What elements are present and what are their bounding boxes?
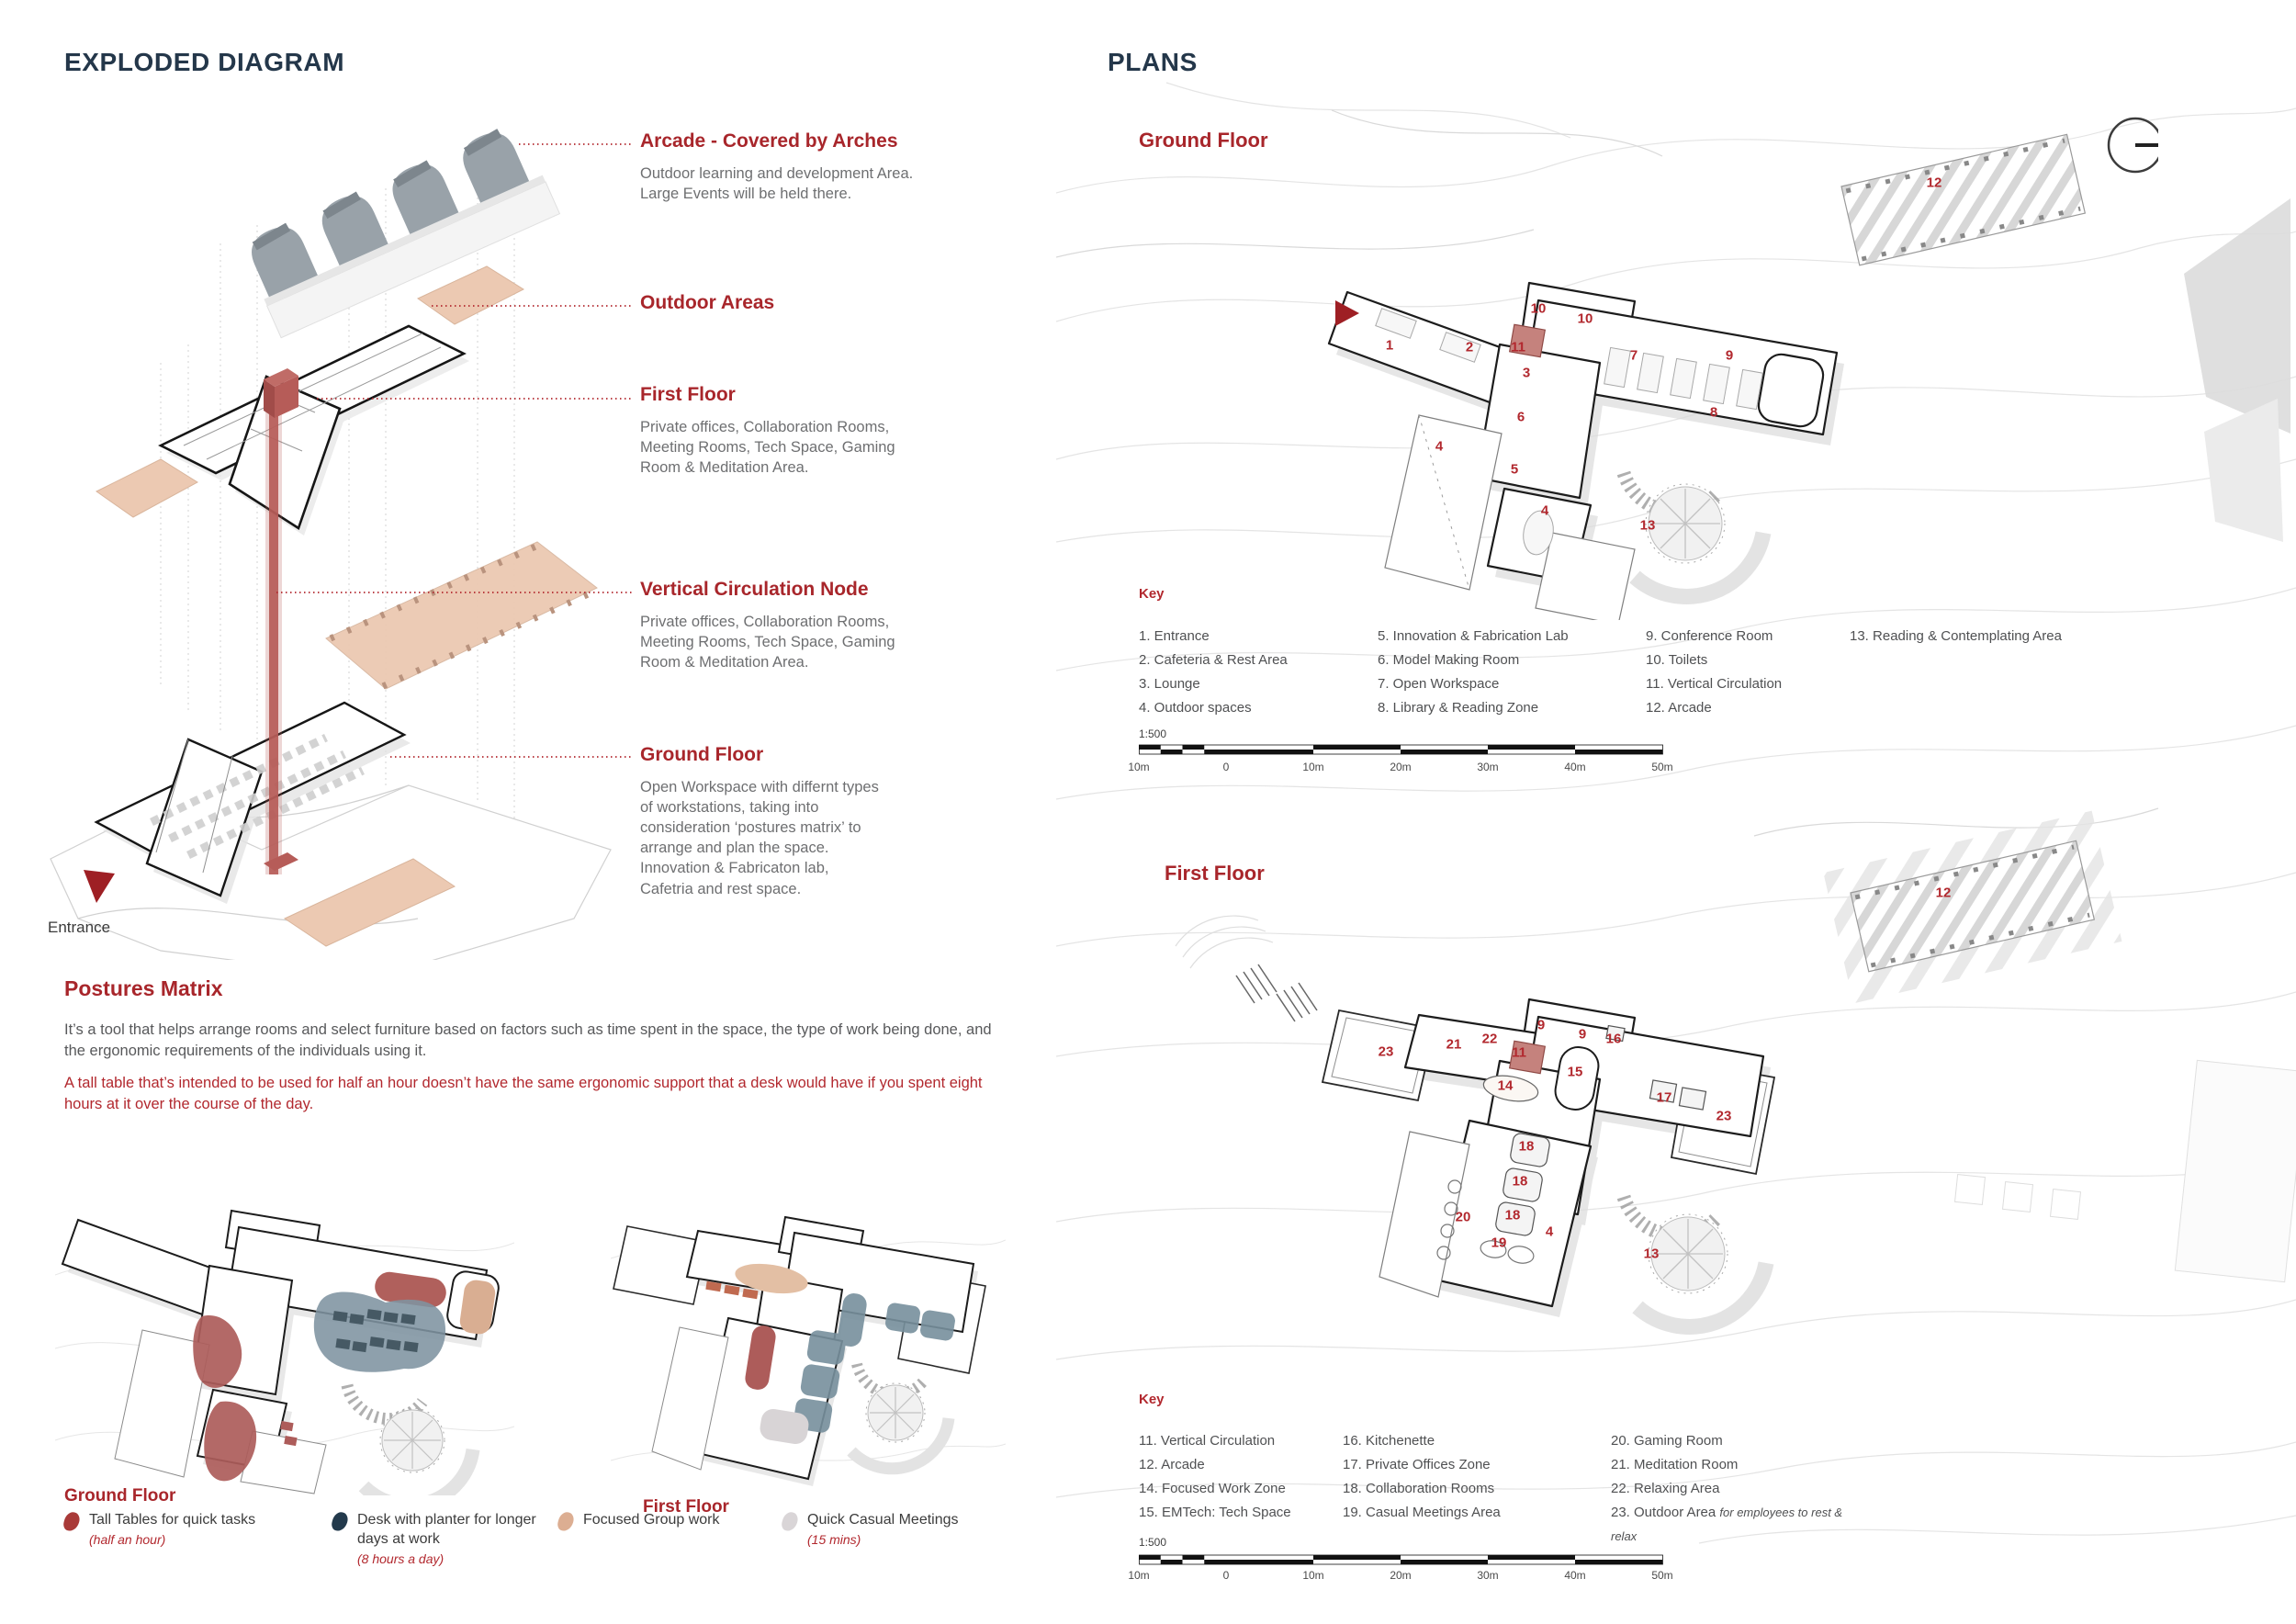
plan-number: 2: [1465, 339, 1474, 355]
key-item: 12. Arcade: [1139, 1457, 1205, 1472]
key-item: 3. Lounge: [1139, 676, 1200, 692]
key-item: 5. Innovation & Fabrication Lab: [1378, 628, 1569, 644]
scale-tick-label: 50m: [1651, 1569, 1673, 1582]
scale-tick-label: 40m: [1564, 761, 1586, 773]
legend-note: (half an hour): [89, 1531, 166, 1547]
legend-item: [558, 1511, 782, 1566]
plan-number: 10: [1530, 300, 1547, 317]
legend-note: (8 hours a day): [357, 1551, 445, 1566]
scale-tick-label: 10m: [1302, 1569, 1324, 1582]
plan-number: 18: [1504, 1207, 1521, 1224]
scale-tick-label: 30m: [1477, 761, 1499, 773]
key-item: 20. Gaming Room: [1611, 1433, 1723, 1449]
legend-label: Quick Casual Meetings: [807, 1512, 959, 1528]
plan-number: 4: [1545, 1224, 1554, 1240]
plan-number: 17: [1656, 1089, 1672, 1106]
plan-number: 5: [1510, 461, 1519, 478]
legend-text: [89, 1511, 255, 1547]
plan-number: 21: [1446, 1036, 1462, 1053]
arcade-strip: [1823, 811, 2122, 1004]
key-item: 22. Relaxing Area: [1611, 1481, 1720, 1496]
callout-arcade-desc: Outdoor learning and development Area. Large Events will be held there.: [640, 165, 914, 203]
scale-tick-label: 50m: [1651, 761, 1673, 773]
plan-number: 11: [1511, 339, 1525, 355]
ground-scale-label: 1:500: [1139, 727, 1167, 740]
legend-swatch-icon: [330, 1510, 349, 1533]
ground-floor-plan-title: Ground Floor: [1139, 129, 1268, 152]
key-column: [1139, 625, 1378, 720]
callout-arcade: [640, 130, 952, 204]
plan-number: 7: [1629, 347, 1638, 364]
legend-label: Desk with planter for longer days at work: [357, 1512, 536, 1547]
key-column: [1850, 625, 2062, 720]
legend-swatch-icon: [780, 1510, 799, 1533]
arcade-strip: [1841, 134, 2085, 265]
exploded-axonometric-drawing: [23, 87, 647, 960]
tree: [1649, 1214, 1728, 1293]
scale-tick-label: 20m: [1390, 761, 1412, 773]
scale-tick-label: 40m: [1564, 1569, 1586, 1582]
callout-ground-floor-title: Ground Floor: [640, 744, 764, 765]
legend-text: [357, 1511, 541, 1566]
callout-vertical-circulation-desc: Private offices, Collaboration Rooms, Meeting Rooms, Tech Space, Gaming Room & Meditation Area.: [640, 614, 895, 671]
plan-number: 22: [1481, 1031, 1498, 1047]
key-column: [1343, 1429, 1611, 1549]
legend-label: Tall Tables for quick tasks: [89, 1512, 256, 1528]
plan-number: 16: [1605, 1031, 1622, 1047]
key-item: 1. Entrance: [1139, 628, 1210, 644]
key-item: 6. Model Making Room: [1378, 652, 1520, 668]
key-item: 15. EMTech: Tech Space: [1139, 1505, 1291, 1520]
key-item: 4. Outdoor spaces: [1139, 700, 1252, 716]
key-item: 10. Toilets: [1646, 652, 1708, 668]
ground-scale-bar: [1139, 744, 1664, 755]
plan-number: 1: [1385, 337, 1394, 354]
key-item: 2. Cafeteria & Rest Area: [1139, 652, 1288, 668]
plan-number: 4: [1540, 502, 1549, 519]
key-column: [1611, 1429, 1868, 1549]
bridge-steps: [1236, 964, 1317, 1021]
key-item: 14. Focused Work Zone: [1139, 1481, 1286, 1496]
key-column: [1139, 1429, 1343, 1549]
first-floor-outdoor-pad-right: [418, 266, 523, 324]
callout-first-floor-desc: Private offices, Collaboration Rooms, Meeting Rooms, Tech Space, Gaming Room & Meditation Area.: [640, 419, 895, 477]
key-item: 13. Reading & Contemplating Area: [1850, 628, 2062, 644]
plan-number: 23: [1378, 1043, 1394, 1060]
plan-number: 11: [1512, 1044, 1526, 1061]
key-item: 21. Meditation Room: [1611, 1457, 1739, 1472]
first-scale-ticks: [1128, 1569, 1673, 1584]
plan-number: 10: [1577, 310, 1593, 327]
key-item: 17. Private Offices Zone: [1343, 1457, 1491, 1472]
legend-item: [64, 1511, 332, 1566]
entrance-label: Entrance: [48, 919, 111, 936]
plan-number: 12: [1935, 885, 1952, 901]
legend-label: Focused Group work: [583, 1512, 720, 1528]
exploded-diagram-title: EXPLODED DIAGRAM: [64, 48, 345, 76]
first-floor-plan-drawing: [1313, 808, 2158, 1396]
key-item: 7. Open Workspace: [1378, 676, 1500, 692]
callout-arcade-title: Arcade - Covered by Arches: [640, 130, 898, 152]
legend-swatch-icon: [556, 1510, 575, 1533]
legend-text: [807, 1511, 959, 1547]
callout-ground-floor-desc: Open Workspace with differnt types of workstations, taking into consideration ‘postures matrix’ to arrange and plan the space. Innovation & Fabricaton lab, Cafetria and rest space.: [640, 779, 879, 897]
postures-legend: [64, 1511, 1038, 1566]
callout-vertical-circulation-title: Vertical Circulation Node: [640, 579, 869, 600]
plan-number: 18: [1518, 1138, 1535, 1155]
plan-number: 4: [1435, 438, 1444, 455]
plan-number: 18: [1512, 1173, 1528, 1190]
callout-outdoor-areas-title: Outdoor Areas: [640, 292, 775, 313]
plan-number: 3: [1522, 365, 1531, 381]
legend-text: [583, 1511, 720, 1530]
postures-matrix-body: It’s a tool that helps arrange rooms and select furniture based on factors such as time spent in the space, the type of work being done, and the ergonomic requirements of the individuals using it.: [64, 1021, 992, 1060]
key-item: 11. Vertical Circulation: [1139, 1433, 1276, 1449]
key-item: 23. Outdoor Area for employees to rest & relax: [1611, 1505, 1843, 1543]
north-compass-icon: [2109, 118, 2158, 172]
first-floor-outdoor-pad-left: [96, 459, 197, 517]
callout-ground-floor: [640, 744, 952, 899]
first-floor-plan: [1313, 808, 2158, 1396]
scale-tick-label: 20m: [1390, 1569, 1412, 1582]
key-column: [1646, 625, 1850, 720]
key-item: 11. Vertical Circulation: [1646, 676, 1783, 692]
ground-floor-plan: [1313, 96, 2158, 620]
first-scale-label: 1:500: [1139, 1536, 1167, 1549]
key-item-note: for employees to rest & relax: [1611, 1506, 1843, 1543]
ground-outdoor-pad: [285, 859, 455, 946]
ground-key-title: Key: [1139, 586, 1165, 602]
scale-tick-label: 10m: [1128, 1569, 1150, 1582]
plan-number: 8: [1709, 404, 1718, 421]
callout-outdoor-areas: [640, 292, 952, 314]
postures-first-caption: First Floor: [643, 1497, 729, 1517]
ground-floor-building: [1329, 283, 1844, 620]
scale-tick-label: 10m: [1302, 761, 1324, 773]
key-item: 9. Conference Room: [1646, 628, 1773, 644]
first-scale-bar: [1139, 1554, 1664, 1565]
key-item: 12. Arcade: [1646, 700, 1712, 716]
legend-note: (15 mins): [807, 1531, 861, 1547]
plan-number: 13: [1643, 1246, 1660, 1262]
plan-number: 14: [1497, 1077, 1514, 1094]
colonnade-strip: [326, 542, 597, 689]
plan-number: 19: [1491, 1235, 1507, 1251]
callout-first-floor-title: First Floor: [640, 384, 736, 405]
postures-first-floor-plan: [611, 1176, 1006, 1497]
postures-matrix-highlight: A tall table that’s intended to be used for half an hour doesn’t have the same ergonomic support that a desk would have if you spent eight hours at it over the course of the day.: [64, 1075, 983, 1113]
key-item: 19. Casual Meetings Area: [1343, 1505, 1501, 1520]
legend-item: [332, 1511, 558, 1566]
plan-number: 13: [1639, 517, 1656, 534]
postures-matrix-title: Postures Matrix: [64, 976, 223, 1000]
scale-tick-label: 0: [1222, 761, 1230, 773]
arcade-roof: [240, 119, 560, 338]
plan-number: 9: [1578, 1026, 1587, 1043]
key-item: 16. Kitchenette: [1343, 1433, 1435, 1449]
callout-vertical-circulation: [640, 579, 952, 672]
key-column: [1378, 625, 1646, 720]
scale-tick-label: 0: [1222, 1569, 1230, 1582]
plan-number: 9: [1725, 347, 1734, 364]
plans-title: PLANS: [1108, 48, 1198, 76]
desk-planter-blob: [314, 1291, 445, 1371]
postures-ground-caption: Ground Floor: [64, 1486, 176, 1506]
postures-ground-floor-plan: [55, 1165, 514, 1495]
ground-scale-ticks: [1128, 761, 1673, 775]
scale-tick-label: 10m: [1128, 761, 1150, 773]
plan-number: 20: [1455, 1209, 1471, 1225]
first-key: [1139, 1429, 1868, 1549]
plan-number: 23: [1716, 1108, 1732, 1124]
plan-number: 12: [1926, 175, 1942, 191]
plan-number: 9: [1536, 1017, 1546, 1033]
entrance-arrow-icon: [84, 870, 115, 903]
legend-swatch-icon: [62, 1510, 81, 1533]
key-item: 18. Collaboration Rooms: [1343, 1481, 1495, 1496]
first-floor-plan-title: First Floor: [1165, 862, 1265, 885]
plan-number: 15: [1567, 1064, 1583, 1080]
legend-item: [782, 1511, 959, 1566]
ground-key: [1139, 625, 2062, 720]
plan-number: 6: [1516, 409, 1525, 425]
scale-tick-label: 30m: [1477, 1569, 1499, 1582]
ground-floor-plan-drawing: [1313, 96, 2158, 620]
key-item: 8. Library & Reading Zone: [1378, 700, 1539, 716]
first-key-title: Key: [1139, 1392, 1165, 1407]
callout-first-floor: [640, 384, 952, 478]
